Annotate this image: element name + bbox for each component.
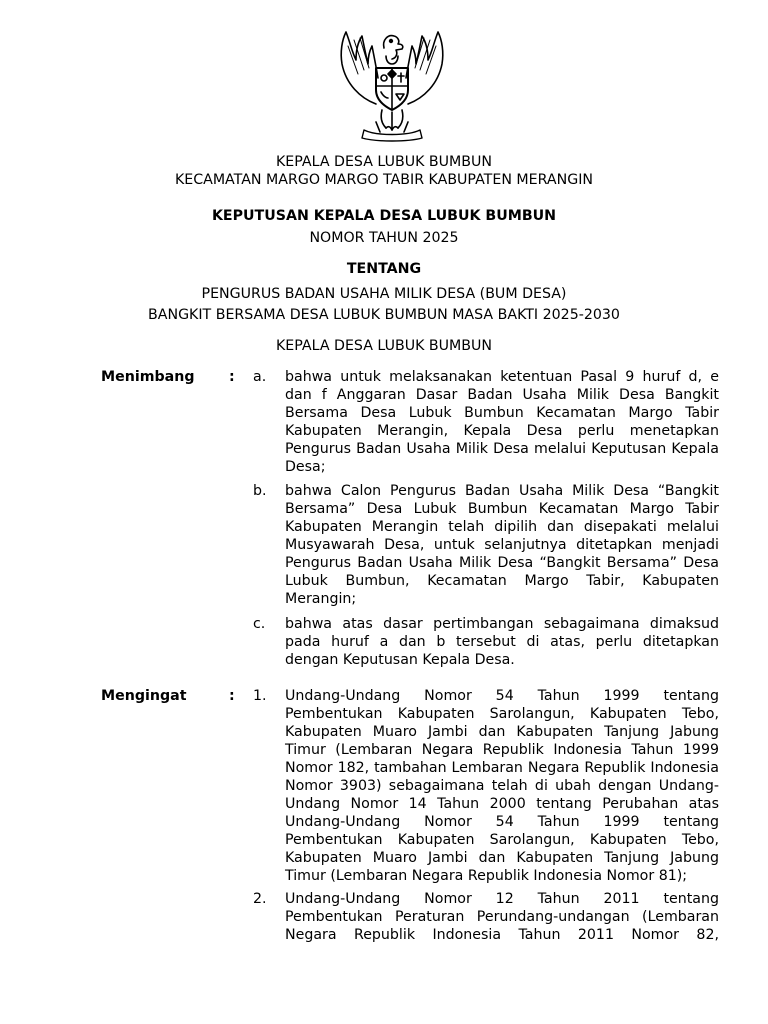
issuer-heading: KEPALA DESA LUBUK BUMBUN xyxy=(275,338,493,354)
menimbang-colon: : xyxy=(229,369,235,385)
list-marker: 2. xyxy=(253,891,267,907)
menimbang-item-c: bahwa atas dasar pertimbangan sebagaimana dimaksud pada huruf a dan b tersebut di atas, perlu ditetapkan dengan Keputusan Kepala Desa. xyxy=(285,616,719,668)
list-marker: c. xyxy=(253,616,266,632)
village-head-heading: KEPALA DESA LUBUK BUMBUN xyxy=(275,154,493,170)
subject-line-1: PENGURUS BADAN USAHA MILIK DESA (BUM DESA) xyxy=(201,286,567,302)
mengingat-label: Mengingat xyxy=(101,688,187,704)
decree-title: KEPUTUSAN KEPALA DESA LUBUK BUMBUN xyxy=(211,208,557,224)
garuda-pancasila-emblem xyxy=(336,26,448,144)
mengingat-item-1: Undang-Undang Nomor 54 Tahun 1999 tentang Pembentukan Kabupaten Sarolangun, Kabupaten Tebo, Kabupaten Muaro Jambi dan Kabupaten Tanjung Jabung Timur (Lembaran Negara Republik Indonesia Tahun 1999 Nomor 182, tambahan Lembaran Negara Republik Indonesia Nomor 3903) sebagaimana telah di ubah dengan Undang-Undang Nomor 14 Tahun 2000 tentang Perubahan atas Undang-Undang Nomor 54 Tahun 1999 tentang Pembentukan Kabupaten Sarolangun, Kabupaten Tebo, Kabupaten Muaro Jambi dan Kabupaten Tanjung Jabung Timur (Lembaran Negara Republik Indonesia Nomor 81); xyxy=(285,688,719,884)
decree-number: NOMOR TAHUN 2025 xyxy=(309,230,459,246)
mengingat-item-2: Undang-Undang Nomor 12 Tahun 2011 tentang Pembentukan Peraturan Perundang-undangan (Lembaran Negara Republik Indonesia Tahun 2011 Nomor 82, xyxy=(285,891,719,943)
list-marker: a. xyxy=(253,369,267,385)
district-regency-heading: KECAMATAN MARGO MARGO TABIR KABUPATEN MERANGIN xyxy=(174,172,594,188)
menimbang-item-a: bahwa untuk melaksanakan ketentuan Pasal 9 huruf d, e dan f Anggaran Dasar Badan Usaha Milik Desa Bangkit Bersama Desa Lubuk Bumbun Kecamatan Margo Tabir Kabupaten Merangin, Kepala Desa perlu menetapkan Pengurus Badan Usaha Milik Desa melalui Keputusan Kepala Desa; xyxy=(285,369,719,475)
list-marker: b. xyxy=(253,483,267,499)
about-heading: TENTANG xyxy=(346,261,422,277)
subject-line-2: BANGKIT BERSAMA DESA LUBUK BUMBUN MASA BAKTI 2025-2030 xyxy=(148,307,620,323)
menimbang-label: Menimbang xyxy=(101,369,195,385)
menimbang-item-b: bahwa Calon Pengurus Badan Usaha Milik Desa “Bangkit Bersama” Desa Lubuk Bumbun Kecamatan Margo Tabir Kabupaten Merangin telah dipilih dan disepakati melalui Musyawarah Desa, untuk selanjutnya ditetapkan menjadi Pengurus Badan Usaha Milik Desa “Bangkit Bersama” Desa Lubuk Bumbun, Kecamatan Margo Tabir, Kabupaten Merangin; xyxy=(285,483,719,607)
list-marker: 1. xyxy=(253,688,267,704)
mengingat-colon: : xyxy=(229,688,235,704)
